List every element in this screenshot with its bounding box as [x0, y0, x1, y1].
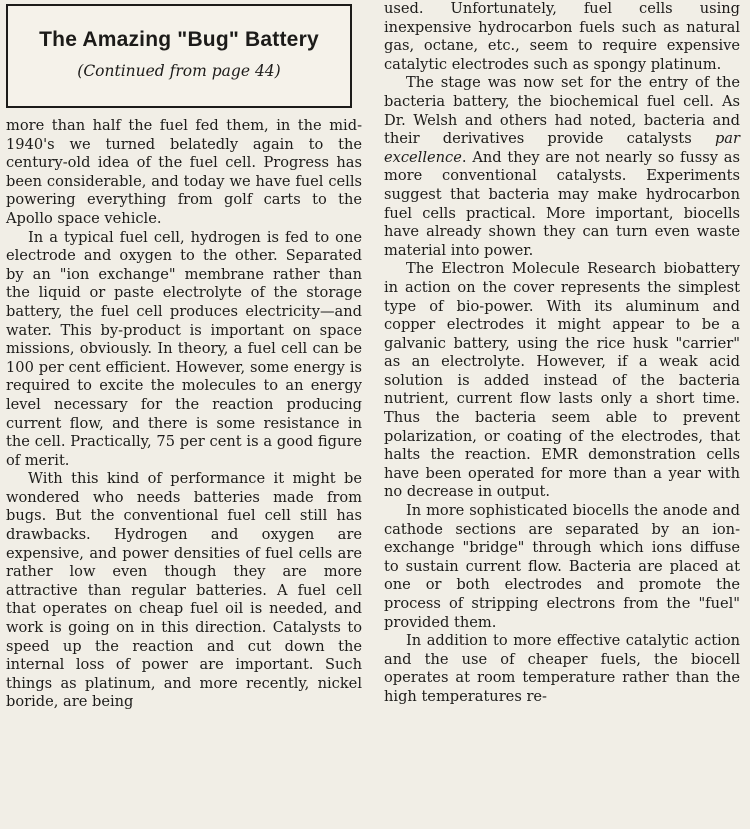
left-paragraph-2: In a typical fuel cell, hydrogen is fed to one electrode and oxygen to the other. Separated by an "ion exchange" membrane rather than the liquid or paste electrolyte of the storage battery, the fuel cell produces electricity—and water. This by-product is important on space missions, obviously. In theory, a fuel cell can be 100 per cent efficient. However, some energy is required to excite the molecules to an energy level necessary for the reaction producing current flow, and there is some resistance in the cell. Practically, 75 per cent is a good figure of merit.: [6, 228, 362, 469]
article-title: The Amazing "Bug" Battery: [39, 28, 319, 51]
right-paragraph-4: In more sophisticated biocells the anode and cathode sections are separated by an ion-exchange "bridge" through which ions diffuse to sustain current flow. Bacteria are placed at one or both electrodes and promote the process of stripping electrons from the "fuel" provided them.: [384, 502, 740, 631]
left-paragraph-1: more than half the fuel fed them, in the mid-1940's we turned belatedly again to the century-old idea of the fuel cell. Progress has been considerable, and today we have fuel cells powering everything from golf carts to the Apollo space vehicle.: [6, 117, 362, 227]
right-paragraph-2-end: . And they are not nearly so fussy as more conventional catalysts. Experiments suggest that bacteria may make hydrocarbon fuel cells practical. More important, biocells have already shown they can turn even waste material into power.: [384, 148, 740, 259]
right-paragraph-3: The Electron Molecule Research biobattery in action on the cover represents the simplest type of bio-power. With its aluminum and copper electrodes it might appear to be a galvanic battery, using the rice husk "carrier" as an electrolyte. However, if a weak acid solution is added instead of the bacteria nutrient, current flow lasts only a short time. Thus the bacteria seem able to prevent polarization, or coating of the electrodes, that halts the reaction. EMR demonstration cells have been operated for more than a year with no decrease in output.: [384, 260, 740, 501]
continued-note: (Continued from page 44): [77, 62, 281, 80]
title-box: [6, 4, 352, 108]
right-paragraph-2-start: The stage was now set for the entry of the bacteria battery, the biochemical fuel cell. As Dr. Welsh and others had noted, bacteria and their derivatives provide catalysts: [384, 74, 740, 148]
right-paragraph-2: [384, 74, 740, 260]
right-paragraph-5: In addition to more effective catalytic action and the use of cheaper fuels, the biocell operates at room temperature rather than the high temperatures re-: [384, 632, 740, 705]
right-paragraph-1: used. Unfortunately, fuel cells using inexpensive hydrocarbon fuels such as natural gas, octane, etc., seem to require expensive catalytic electrodes such as spongy platinum.: [384, 0, 740, 73]
right-column: [384, 0, 740, 707]
emphasis-par-excellence: par excellence: [384, 130, 740, 166]
left-column: [6, 117, 362, 712]
left-paragraph-3: With this kind of performance it might be wondered who needs batteries made from bugs. But the conventional fuel cell still has drawbacks. Hydrogen and oxygen are expensive, and power densities of fuel cells are rather low even though they are more attractive than regular batteries. A fuel cell that operates on cheap fuel oil is needed, and work is going on in this direction. Catalysts to speed up the reaction and cut down the internal loss of power are important. Such things as platinum, and more recently, nickel boride, are being: [6, 470, 362, 711]
